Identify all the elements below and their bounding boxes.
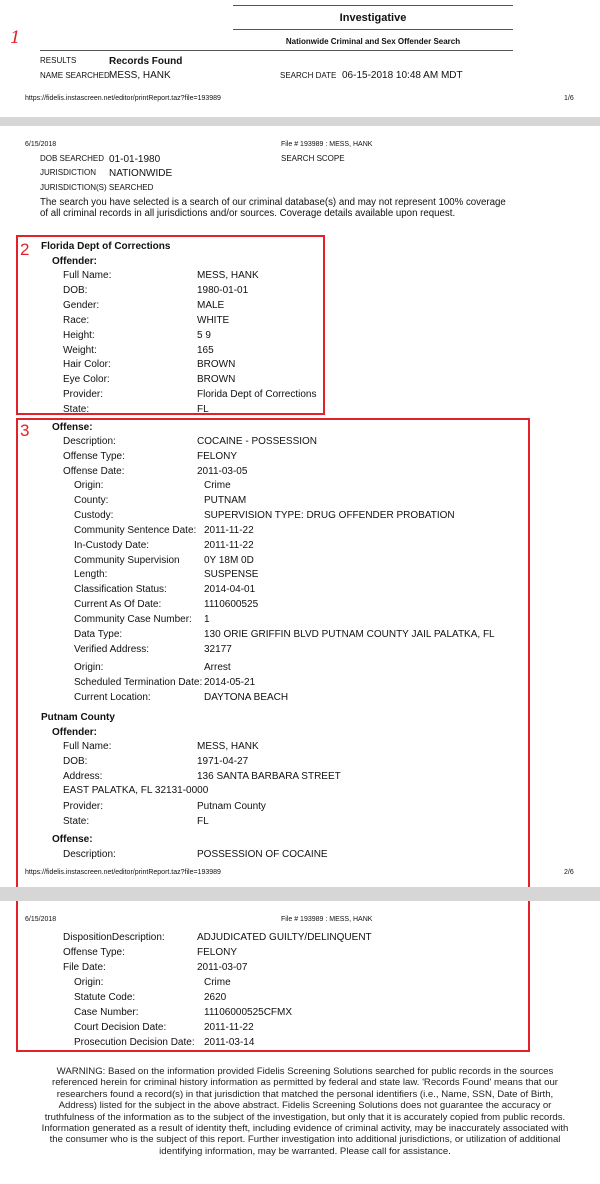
annotation-number-3: 3 xyxy=(20,421,30,440)
page3-date: 6/15/2018 xyxy=(25,916,57,923)
field-label: State: xyxy=(63,404,90,416)
field-label: DOB: xyxy=(63,284,88,296)
jurisdictions-searched-label: JURISDICTION(S) SEARCHED xyxy=(40,183,154,192)
field-label: Offense Type: xyxy=(63,946,125,958)
putnam-address-line-2: EAST PALATKA, FL 32131-0000 xyxy=(63,785,209,796)
field-value: 2014-04-01 xyxy=(204,584,256,596)
field-label: Community Supervision xyxy=(74,554,180,566)
field-label: Address: xyxy=(63,770,103,782)
page2-date: 6/15/2018 xyxy=(25,141,57,148)
field-label: Prosecution Decision Date: xyxy=(74,1036,195,1048)
field-value: FELONY xyxy=(197,946,238,958)
field-label: Scheduled Termination Date: xyxy=(74,676,203,688)
page2-footer-url: https://fidelis.instascreen.net/editor/printReport.taz?file=193989 xyxy=(25,869,221,876)
field-value: 2014-05-21 xyxy=(204,676,256,688)
field-label: Court Decision Date: xyxy=(74,1021,167,1033)
annotation-number-2: 2 xyxy=(20,240,30,259)
field-value: 32177 xyxy=(204,643,232,655)
field-label: Community Sentence Date: xyxy=(74,524,197,536)
field-label: Full Name: xyxy=(63,741,112,752)
field-label: Verified Address: xyxy=(74,643,150,655)
field-label: Custody: xyxy=(74,509,114,521)
putnam-offense-heading: Offense: xyxy=(52,834,93,845)
field-label: Classification Status: xyxy=(74,584,167,596)
field-label: Provider: xyxy=(63,801,104,812)
field-value: FL xyxy=(197,404,209,416)
florida-offense-heading: Offense: xyxy=(52,422,93,433)
field-label: Origin: xyxy=(74,977,104,988)
field-value: ADJUDICATED GUILTY/DELINQUENT xyxy=(197,932,372,943)
report-title: Investigative xyxy=(339,12,407,24)
putnam-description-value: POSSESSION OF COCAINE xyxy=(197,849,328,860)
field-value: 1971-04-27 xyxy=(197,755,249,767)
field-value: 2011-11-22 xyxy=(204,524,254,536)
field-label: DOB: xyxy=(63,755,88,767)
field-value: Crime xyxy=(204,480,231,491)
field-label: Offense Date: xyxy=(63,465,125,477)
name-searched-value: MESS, HANK xyxy=(109,70,171,81)
jurisdiction-label: JURISDICTION xyxy=(40,168,96,177)
field-value: MESS, HANK xyxy=(197,270,259,281)
field-value: 1980-01-01 xyxy=(197,284,249,296)
jurisdiction-value: NATIONWIDE xyxy=(109,168,173,179)
page1-footer-number: 1/6 xyxy=(564,95,574,102)
field-label: Origin: xyxy=(74,480,104,491)
field-label: Case Number: xyxy=(74,1006,139,1018)
field-value: PUTNAM xyxy=(204,494,247,506)
putnam-heading: Putnam County xyxy=(41,712,115,723)
field-label: Gender: xyxy=(63,299,100,311)
field-label: State: xyxy=(63,815,90,827)
field-value: 2620 xyxy=(204,991,227,1003)
field-value: 11106000525CFMX xyxy=(204,1006,293,1018)
field-label: County: xyxy=(74,494,109,506)
field-value: MESS, HANK xyxy=(197,741,259,752)
putnam-offender-heading: Offender: xyxy=(52,727,97,738)
field-value: 5 9 xyxy=(197,329,211,341)
field-label: DispositionDescription: xyxy=(63,932,165,943)
florida-heading: Florida Dept of Corrections xyxy=(41,241,171,252)
field-value: 165 xyxy=(197,344,214,356)
page2-footer-number: 2/6 xyxy=(564,869,574,876)
field-value: 1110600525 xyxy=(204,599,259,611)
field-label: Origin: xyxy=(74,662,104,673)
name-searched-label: NAME SEARCHED xyxy=(40,71,110,80)
dob-searched-label: DOB SEARCHED xyxy=(40,154,105,163)
field-label: Statute Code: xyxy=(74,991,136,1003)
florida-offender-heading: Offender: xyxy=(52,256,97,267)
annotation-number-1: 1 xyxy=(10,28,21,48)
field-value: Arrest xyxy=(204,662,231,673)
field-value: DAYTONA BEACH xyxy=(204,691,289,703)
search-scope-label: SEARCH SCOPE xyxy=(281,154,345,163)
field-label: Weight: xyxy=(63,344,97,356)
field-label: In-Custody Date: xyxy=(74,539,150,551)
field-label: Race: xyxy=(63,314,90,326)
field-value: BROWN xyxy=(197,359,236,371)
field-value: 0Y 18M 0D xyxy=(204,554,254,566)
field-value: WHITE xyxy=(197,314,230,326)
disclaimer-line-1: The search you have selected is a search of our criminal database(s) and may not represent 100% coverage xyxy=(40,197,506,208)
search-date-label: SEARCH DATE xyxy=(280,71,337,80)
field-value: 2011-03-05 xyxy=(197,465,248,477)
field-value: Crime xyxy=(204,977,231,988)
field-label: Description: xyxy=(63,436,116,447)
field-label: Current Location: xyxy=(74,691,151,703)
page2-file: File # 193989 : MESS, HANK xyxy=(281,141,373,148)
field-value: 2011-03-07 xyxy=(197,961,248,973)
field-value: BROWN xyxy=(197,374,236,386)
field-label: Current As Of Date: xyxy=(74,599,162,611)
field-value: FELONY xyxy=(197,450,238,462)
warning-disclaimer: WARNING: Based on the information provided Fidelis Screening Solutions searched for public records in the sources referenced herein for criminal history information as permitted by federal and state law. 'Records Found' means that our researchers found a record(s) in that jurisdiction that matched the personal identifiers (i.e., Name, SSN, Date of Birth, Address) listed for the subject in the above abstract. Fidelis Screening Solutions does not guarantee the accuracy or truthfulness of the information as to the subject of the investigation, but only that it is accurately copied from public records. Information generated as a result of identity theft, including evidence of criminal activity, may be inaccurately associated with the consumer who is the subject of this report. Further investigation into additional jurisdictions, or utilization of additional identifying information, may be warranted. Please call for assistance. xyxy=(41,1066,569,1157)
field-value: 2011-03-14 xyxy=(204,1036,255,1048)
field-label: Height: xyxy=(63,329,95,341)
page1-footer-url: https://fidelis.instascreen.net/editor/printReport.taz?file=193989 xyxy=(25,95,221,102)
page-break-2 xyxy=(0,887,600,901)
field-value: 2011-11-22 xyxy=(204,1021,254,1033)
putnam-description-label: Description: xyxy=(63,849,116,860)
field-label: Eye Color: xyxy=(63,374,110,386)
field-value: FL xyxy=(197,815,209,827)
field-value: Putnam County xyxy=(197,801,266,812)
field-value: 136 SANTA BARBARA STREET xyxy=(197,770,341,782)
field-label: File Date: xyxy=(63,961,106,973)
field-label: Provider: xyxy=(63,389,104,401)
field-value: 1 xyxy=(204,614,210,626)
field-label: Length: xyxy=(74,569,108,581)
page3-file: File # 193989 : MESS, HANK xyxy=(281,916,373,923)
field-label: Hair Color: xyxy=(63,359,111,371)
field-value: SUPERVISION TYPE: DRUG OFFENDER PROBATION xyxy=(204,509,455,521)
page-break-1 xyxy=(0,117,600,126)
field-label: Data Type: xyxy=(74,629,123,640)
report-subtitle: Nationwide Criminal and Sex Offender Search xyxy=(285,37,461,46)
field-label: Full Name: xyxy=(63,270,112,281)
field-value: COCAINE - POSSESSION xyxy=(197,436,318,447)
field-label: Community Case Number: xyxy=(74,614,192,626)
dob-searched-value: 01-01-1980 xyxy=(109,154,161,165)
field-value: Florida Dept of Corrections xyxy=(197,389,317,401)
disclaimer-line-2: of all criminal records in all jurisdictions and/or sources. Coverage details available upon request. xyxy=(40,208,456,219)
field-value: 130 ORIE GRIFFIN BLVD PUTNAM COUNTY JAIL PALATKA, FL xyxy=(204,629,495,640)
field-value: 2011-11-22 xyxy=(204,539,254,551)
field-value: SUSPENSE xyxy=(204,569,259,581)
results-value: Records Found xyxy=(109,56,183,67)
field-value: MALE xyxy=(197,299,225,311)
results-label: RESULTS xyxy=(40,56,77,65)
field-label: Offense Type: xyxy=(63,450,125,462)
search-date-value: 06-15-2018 10:48 AM MDT xyxy=(342,70,463,81)
